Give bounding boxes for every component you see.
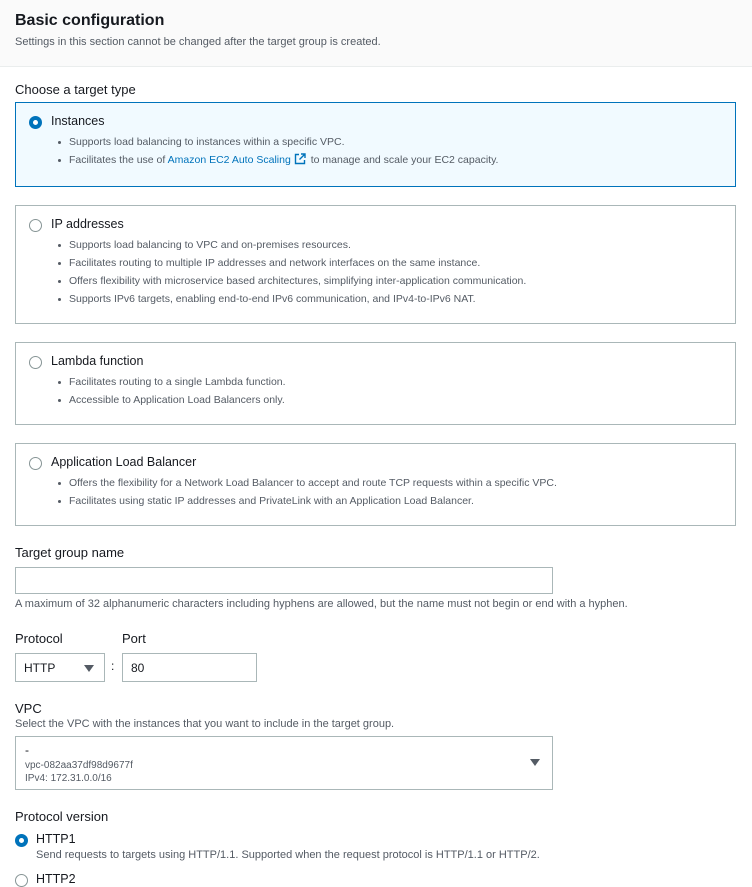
target-type-card-ip-addresses[interactable]	[15, 205, 736, 324]
target-type-card-instances[interactable]	[15, 102, 736, 187]
protocol-select[interactable]	[15, 653, 105, 682]
list-item: Accessible to Application Load Balancers only.	[51, 391, 286, 409]
protocol-value: HTTP	[24, 661, 56, 675]
target-group-name-hint: A maximum of 32 alphanumeric characters including hyphens are allowed, but the name must not begin or end with a hyphen.	[15, 598, 628, 610]
vpc-label: VPC	[15, 701, 42, 716]
radio-alb[interactable]	[29, 457, 42, 470]
card-title: Instances	[51, 114, 105, 128]
card-bullets	[51, 474, 557, 510]
caret-down-icon	[84, 665, 94, 672]
vpc-name: -	[25, 743, 29, 757]
card-title: Lambda function	[51, 354, 144, 368]
list-item: Offers the flexibility for a Network Load Balancer to accept and route TCP requests within a specific VPC.	[51, 474, 557, 492]
list-item: Supports load balancing to instances within a specific VPC.	[51, 133, 498, 151]
protocol-label: Protocol	[15, 631, 63, 646]
target-type-label: Choose a target type	[15, 82, 136, 97]
vpc-cidr: IPv4: 172.31.0.0/16	[25, 773, 112, 784]
external-link-icon[interactable]	[294, 153, 306, 165]
list-item: Offers flexibility with microservice based architectures, simplifying inter-application communication.	[51, 272, 526, 290]
protocol-version-label: Protocol version	[15, 809, 109, 824]
list-item: Facilitates using static IP addresses and PrivateLink with an Application Load Balancer.	[51, 492, 557, 510]
vpc-id: vpc-082aa37df98d9677f	[25, 760, 133, 771]
card-title: IP addresses	[51, 217, 124, 231]
target-group-name-label: Target group name	[15, 545, 125, 560]
card-bullets	[51, 236, 526, 308]
card-title: Application Load Balancer	[51, 455, 197, 469]
vpc-select[interactable]	[15, 736, 553, 790]
caret-down-icon	[530, 759, 540, 766]
ec2-auto-scaling-link[interactable]: Amazon EC2 Auto Scaling	[167, 154, 291, 166]
list-item: Facilitates routing to multiple IP addresses and network interfaces on the same instance.	[51, 254, 526, 272]
section-subtitle: Settings in this section cannot be changed after the target group is created.	[15, 36, 381, 48]
card-bullets	[51, 373, 286, 409]
target-type-card-lambda[interactable]	[15, 342, 736, 425]
vpc-description: Select the VPC with the instances that you want to include in the target group.	[15, 718, 395, 730]
radio-http1[interactable]	[15, 834, 28, 847]
radio-http2[interactable]	[15, 874, 28, 887]
radio-lambda[interactable]	[29, 356, 42, 369]
list-item: Facilitates routing to a single Lambda function.	[51, 373, 286, 391]
http2-label[interactable]: HTTP2	[36, 872, 76, 886]
list-item: Supports IPv6 targets, enabling end-to-end IPv6 communication, and IPv4-to-IPv6 NAT.	[51, 290, 526, 308]
port-input[interactable]	[122, 653, 257, 682]
protocol-port-separator: :	[111, 659, 115, 673]
target-group-name-input[interactable]	[15, 567, 553, 594]
section-header	[0, 0, 752, 67]
card-bullets	[51, 133, 498, 169]
radio-ip-addresses[interactable]	[29, 219, 42, 232]
http1-label[interactable]: HTTP1	[36, 832, 76, 846]
port-label: Port	[122, 631, 146, 646]
radio-instances[interactable]	[29, 116, 42, 129]
http1-description: Send requests to targets using HTTP/1.1. Supported when the request protocol is HTTP/1.1 or HTTP/2.	[36, 849, 540, 861]
target-type-card-alb[interactable]	[15, 443, 736, 526]
list-item: Supports load balancing to VPC and on-premises resources.	[51, 236, 526, 254]
section-title: Basic configuration	[15, 12, 165, 29]
list-item: Facilitates the use of Amazon EC2 Auto Scaling to manage and scale your EC2 capacity.	[51, 151, 498, 169]
